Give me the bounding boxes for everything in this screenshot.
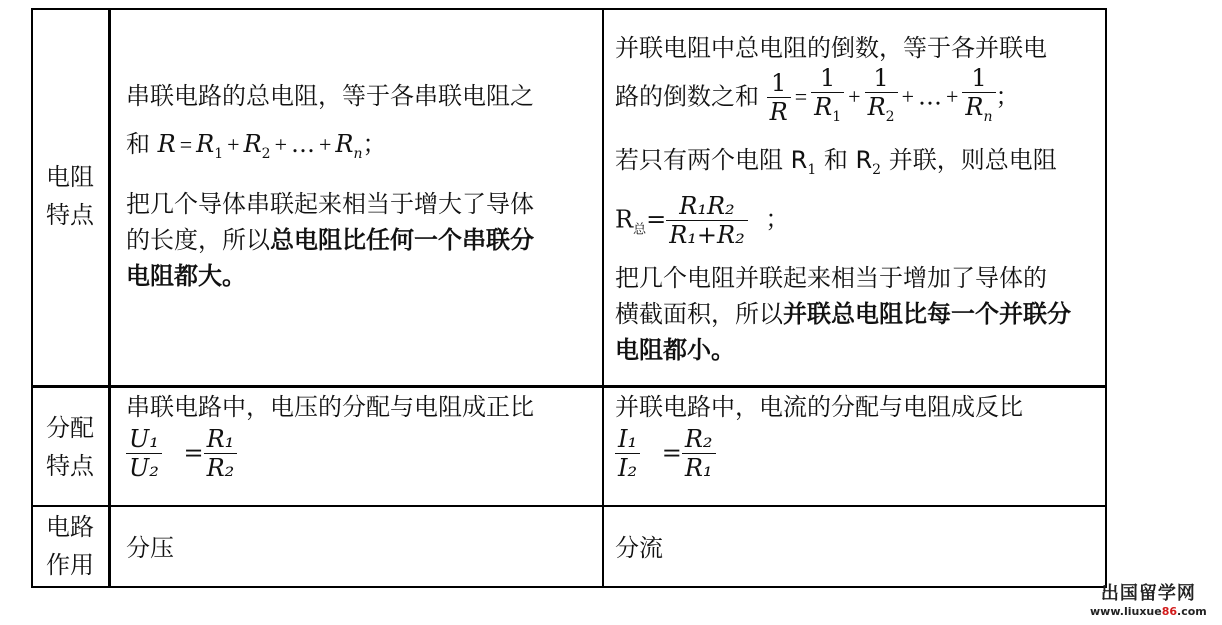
series-function-text: 分压 [126, 534, 174, 562]
row-divider [31, 385, 1107, 388]
series-resistance-formula: 和 $R = R_1 + R_2$ + … + $R_n$； [126, 130, 387, 162]
parallel-distribution-cell [615, 389, 1103, 482]
series-distribution-cell [126, 389, 596, 482]
column-divider [602, 8, 604, 588]
table-border-bottom [31, 586, 1107, 588]
table-border-right [1105, 8, 1107, 588]
series-resistance-cell [126, 78, 596, 294]
watermark-title: 出国留学网 [1100, 583, 1196, 604]
row-header-resistance [33, 158, 107, 234]
series-distribution-text: 串联电路中，电压的分配与电阻成正比 [126, 393, 534, 421]
parallel-resistance-explanation: 把几个电阻并联起来相当于增加了导体的 横截面积，所以并联总电阻比每一个并联分 电阻都小。 [615, 263, 1071, 364]
parallel-resistance-cell [615, 30, 1103, 368]
parallel-resistance-text: 并联电阻中总电阻的倒数，等于各并联电 [615, 34, 1047, 62]
row-header-distribution [33, 409, 107, 485]
series-resistance-text: 串联电路的总电阻，等于各串联电阻之 [126, 82, 534, 110]
parallel-distribution-text: 并联电路中，电流的分配与电阻成反比 [615, 393, 1023, 421]
parallel-function-text: 分流 [615, 534, 663, 562]
watermark-url: www.liuxue86.com [1090, 605, 1207, 618]
parallel-two-resistors-text: 若只有两个电阻 $R_1$ 和 $R_2$ 并联，则总电阻 [615, 146, 1057, 178]
watermark-logo [1090, 585, 1207, 621]
row-header-line: 电路 [46, 513, 94, 541]
column-divider [108, 8, 111, 588]
table-border-top [31, 8, 1107, 10]
row-divider [31, 505, 1107, 507]
series-resistance-explanation: 把几个导体串联起来相当于增大了导体 的长度，所以总电阻比任何一个串联分 电阻都大。 [126, 189, 534, 290]
row-header-line: 特点 [46, 201, 94, 229]
parallel-total-formula: $R_总=$ $\frac{\text{R₁R₂}}{\text{R₁+R₂}}$ ； [615, 191, 790, 249]
comparison-table [31, 8, 1107, 588]
row-header-line: 特点 [46, 452, 94, 480]
parallel-current-ratio: $\frac{\text{I₁}}{\text{I₂}}$ = $\frac{\text{R₂}}{\text{R₁}}$ [615, 425, 1103, 482]
row-header-function [33, 508, 107, 584]
row-header-line: 作用 [46, 551, 94, 579]
row-header-line: 电阻 [46, 163, 94, 191]
parallel-resistance-formula: 路的倒数之和 $\frac{1}{R}$ = $\frac{1}{R_1}$ + $\frac{1}{R_2}$ + … + $\frac{1}{R_n}$ ； [615, 64, 1103, 138]
table-border-left [31, 8, 33, 588]
row-header-line: 分配 [46, 414, 94, 442]
series-voltage-ratio: $\frac{\text{U₁}}{\text{U₂}}$ = $\frac{\text{R₁}}{\text{R₂}}$ [126, 425, 596, 482]
